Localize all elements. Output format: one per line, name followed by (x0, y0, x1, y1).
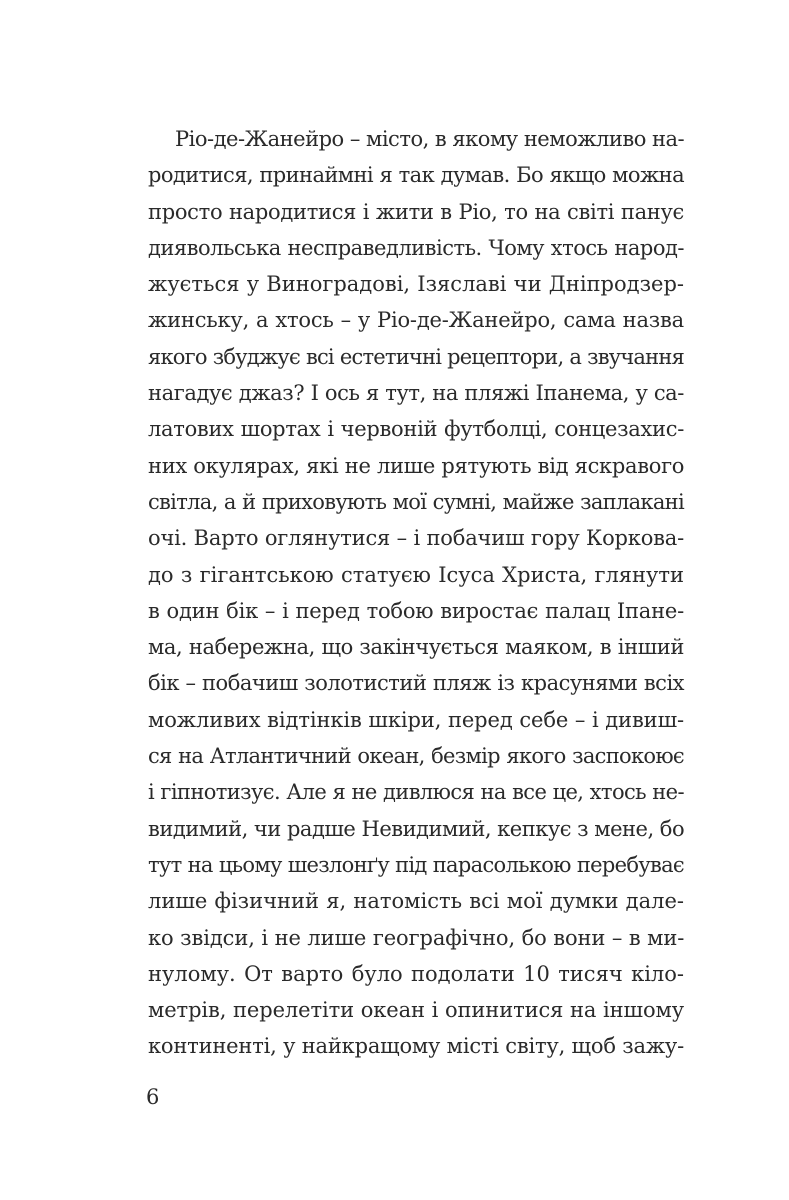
paragraph-line: континенті, у найкращому місті світу, щоб зажу- (148, 1034, 684, 1059)
paragraph-line: ма, набережна, що закінчується маяком, в інший (148, 635, 684, 660)
paragraph-line: в один бік – і перед тобою виростає палац Іпане- (148, 598, 684, 623)
paragraph-line: тут на цьому шезлонґу під парасолькою перебуває (148, 852, 684, 877)
paragraph (148, 121, 684, 1065)
paragraph-line: ко звідси, і не лише географічно, бо вони – в ми- (148, 925, 685, 950)
paragraph-line: і гіпнотизує. Але я не дивлюся на все це, хтось не- (148, 780, 684, 805)
paragraph-line: диявольська несправедливість. Чому хтось народ- (148, 235, 684, 260)
paragraph-line: нулому. От варто було подолати 10 тисяч кіло- (148, 961, 684, 986)
paragraph-line: видимий, чи радше Невидимий, кепкує з мене, бо (148, 816, 685, 841)
paragraph-line: жинську, а хтось – у Ріо-де-Жанейро, сама назва (148, 308, 684, 333)
paragraph-line: лише фізичний я, натомість всі мої думки дале- (148, 889, 684, 914)
paragraph-line: метрів, перелетіти океан і опинитися на іншому (148, 998, 684, 1023)
paragraph-line: якого збуджує всі естетичні рецептори, а звучання (148, 344, 684, 369)
paragraph-line: бік – побачиш золотистий пляж із красунями всіх (148, 671, 684, 696)
paragraph-line: просто народитися і жити в Ріо, то на світі панує (148, 199, 684, 224)
paragraph-line: до з гігантською статуєю Ісуса Христа, глянути (148, 562, 684, 587)
paragraph-line: світла, а й приховують мої сумні, майже заплакані (148, 489, 684, 514)
page-number: 6 (146, 1085, 160, 1109)
paragraph-line: нагадує джаз? І ось я тут, на пляжі Іпанема, у са- (148, 381, 684, 406)
paragraph-line: ся на Атлантичний океан, безмір якого заспокоює (148, 744, 684, 769)
paragraph-line: Ріо-де-Жанейро – місто, в якому неможливо на- (175, 127, 685, 151)
paragraph-line: можливих відтінків шкіри, перед себе – і дивиш- (148, 707, 684, 732)
paragraph-line: очі. Варто оглянутися – і побачиш гору Корковa- (148, 526, 684, 551)
paragraph-line: родитися, принаймні я так думав. Бо якщо можна (148, 163, 684, 188)
paragraph-line: латових шортах і червоній футболці, сонцезахис- (148, 417, 684, 442)
paragraph-line: них окулярах, які не лише рятують від яскравого (148, 453, 685, 478)
paragraph-line: жується у Виноградові, Ізяславі чи Дніпродзер- (148, 272, 684, 297)
